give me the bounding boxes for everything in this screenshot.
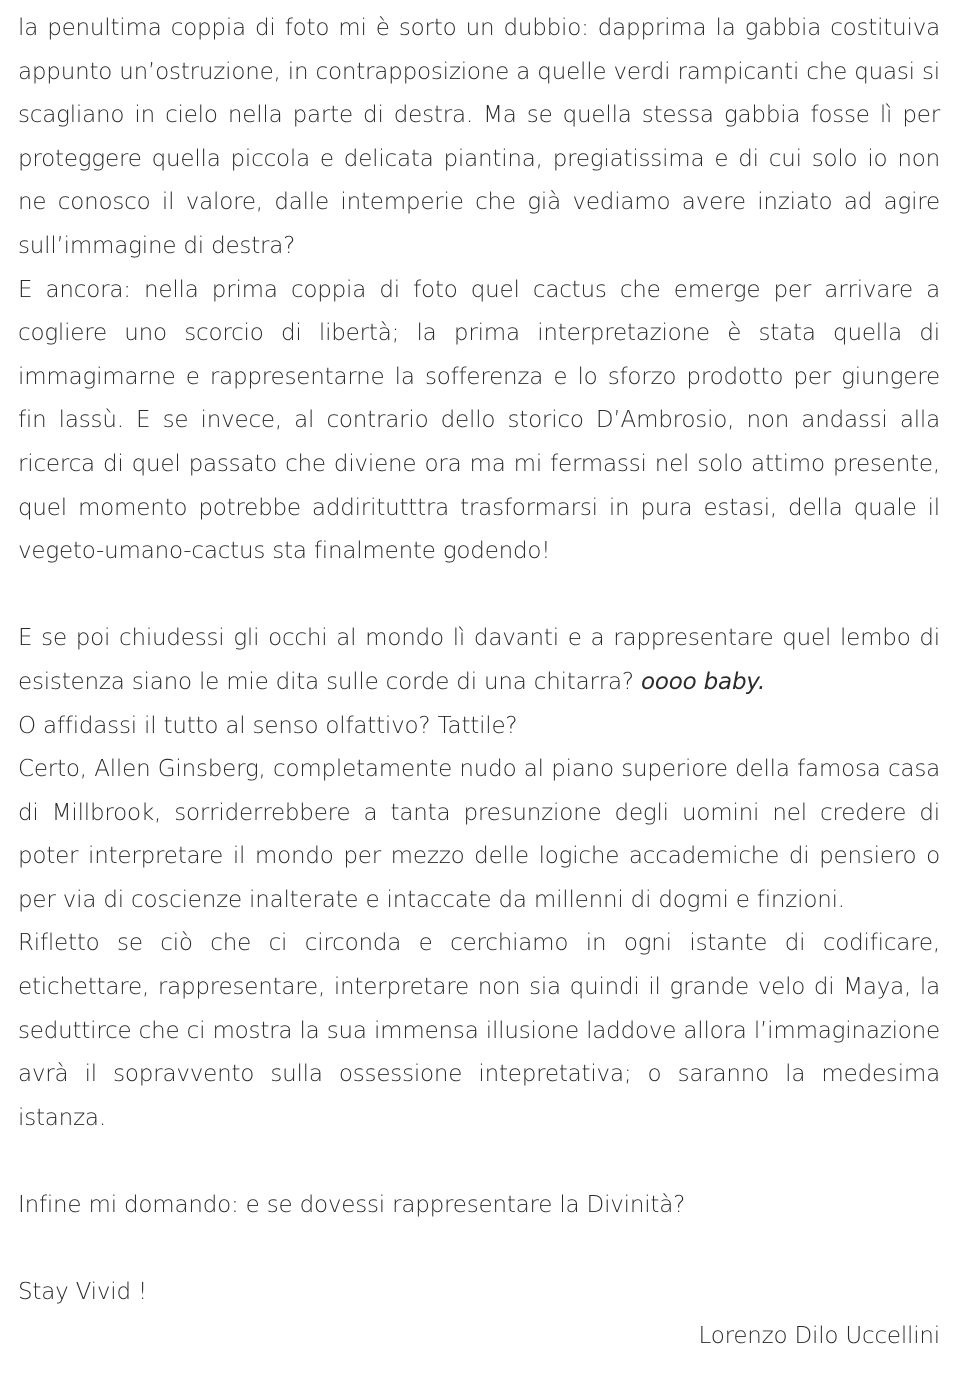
paragraph-divinita: Infine mi domando: e se dovessi rappresentare la Divinità? <box>18 1192 686 1219</box>
closing-line: Stay Vivid ! <box>18 1279 147 1306</box>
paragraph-gabbia: la penultima coppia di foto mi è sorto un dubbio: dapprima la gabbia costituiva appunto un’ostruzione, in contrapposizione a quelle verdi rampicanti che quasi si scagliano in cielo nella parte di destra. Ma se quella stessa gabbia fosse lì per proteggere quella piccola e delicata piantina, pregiatissima e di cui solo io non ne conosco il valore, dalle intemperie che già vediamo avere inziato ad agire sull’immagine di destra? <box>18 15 940 259</box>
paragraph-maya: Rifletto se ciò che ci circonda e cerchiamo in ogni istante di codificare, etichettare, rappresentare, interpretare non sia quindi il grande velo di Maya, la seduttirce che ci mostra la sua immensa illusione laddove allora l’immaginazione avrà il sopravvento sulla ossessione intepretativa; o saranno la medesima istanza. <box>18 930 940 1131</box>
italic-phrase: oooo baby. <box>641 668 766 695</box>
paragraph-spacer <box>18 1140 940 1184</box>
paragraph-ginsberg: Certo, Allen Ginsberg, completamente nudo al piano superiore della famosa casa di Millbrook, sorriderrebbere a tanta presunzione degli uomini nel credere di poter interpretare il mondo per mezzo delle logiche accademiche di pensiero o per via di coscienze inalterate e intaccate da millenni di dogmi e finzioni. <box>18 756 940 913</box>
paragraph-chitarra <box>18 617 940 704</box>
paragraph-olfattivo: O affidassi il tutto al senso olfattivo? Tattile? <box>18 712 518 739</box>
document-body <box>18 7 940 1358</box>
paragraph-chitarra-text: E se poi chiudessi gli occhi al mondo lì davanti e a rappresentare quel lembo di esistenza siano le mie dita sulle corde di una chitarra? <box>18 625 940 695</box>
author-signature: Lorenzo Dilo Uccellini <box>698 1322 940 1349</box>
paragraph-spacer <box>18 1228 940 1272</box>
paragraph-cactus: E ancora: nella prima coppia di foto quel cactus che emerge per arrivare a cogliere uno scorcio di libertà; la prima interpretazione è stata quella di immagimarne e rappresentarne la sofferenza e lo sforzo prodotto per giungere fin lassù. E se invece, al contrario dello storico D’Ambrosio, non andassi alla ricerca di quel passato che diviene ora ma mi fermassi nel solo attimo presente, quel momento potrebbe addiritutttra trasformarsi in pura estasi, della quale il vegeto-umano-cactus sta finalmente godendo! <box>18 276 940 565</box>
paragraph-spacer <box>18 574 940 618</box>
